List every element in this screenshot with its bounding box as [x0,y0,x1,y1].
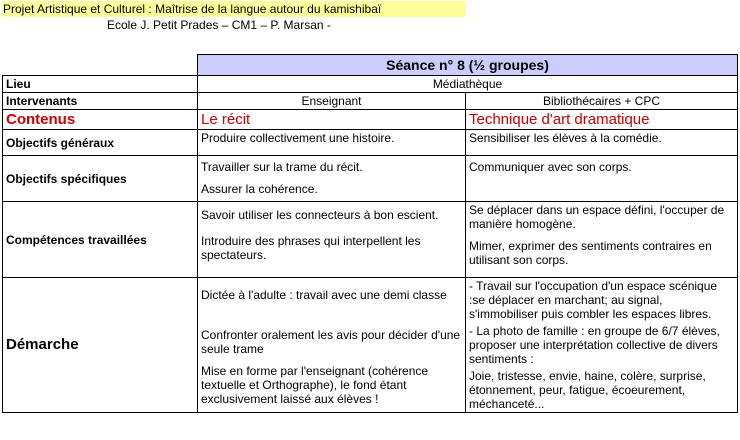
competences-row [3,202,738,278]
objectifs-specifiques-label: Objectifs spécifiques [3,156,198,202]
school-line: Ecole J. Petit Prades – CM1 – P. Marsan - [107,18,331,32]
seance-row [3,55,738,76]
objectifs-specifiques-row [3,156,738,202]
contenus-recit: Le récit [198,110,466,130]
competences-label: Compétences travaillées [3,202,198,278]
contenus-label: Contenus [3,110,198,130]
demarche-mise-en-forme: Mise en forme par l'enseignant (cohérence textuelle et Orthographe), le fond étant exclusivement laissé aux élèves ! [201,364,429,406]
objectifs-generaux-label: Objectifs généraux [3,130,198,156]
intervenants-row [3,93,738,110]
lieu-row [3,76,738,93]
session-table [2,54,738,413]
demarche-sentiments: Joie, tristesse, envie, haine, colère, surprise, étonnement, peur, fatigue, écoeurement, méchanceté... [469,369,706,411]
demarche-label: Démarche [3,278,198,413]
project-title: Projet Artistique et Culturel : Maîtrise de la langue autour du kamishibaï [2,1,466,17]
competence-connecteurs: Savoir utiliser les connecteurs à bon escient. [201,208,439,222]
lieu-label: Lieu [3,76,198,93]
demarche-confronter: Confronter oralement les avis pour décider d'une seule trame [201,328,461,356]
competences-col2 [466,202,738,278]
intervenants-label: Intervenants [3,93,198,110]
objectif-trame: Travailler sur la trame du récit. [201,160,363,174]
objectifs-specifiques-col2: Communiquer avec son corps. [466,156,738,202]
competences-col1 [198,202,466,278]
blank-cell [3,55,198,76]
competence-mimer: Mimer, exprimer des sentiments contraires en utilisant son corps. [469,239,712,267]
objectif-coherence: Assurer la cohérence. [201,182,318,196]
competence-phrases: Introduire des phrases qui interpellent les spectateurs. [201,234,421,262]
objectifs-specifiques-col1 [198,156,466,202]
demarche-row [3,278,738,413]
demarche-col2 [466,278,738,413]
contenus-row [3,110,738,130]
document-header [2,1,466,33]
objectifs-generaux-col2: Sensibiliser les élèves à la comédie. [466,130,738,156]
intervenants-enseignant: Enseignant [198,93,466,110]
objectifs-generaux-row [3,130,738,156]
intervenants-bibliothecaires: Bibliothécaires + CPC [466,93,738,110]
demarche-occupation-espace: - Travail sur l'occupation d'un espace scénique :se déplacer en marchant; au signal, s'immobiliser puis combler les espaces libres. [469,279,718,321]
demarche-dictee: Dictée à l'adulte : travail avec une demi classe [201,288,447,302]
competence-deplacer: Se déplacer dans un espace défini, l'occuper de manière homogène. [469,203,725,231]
demarche-col1 [198,278,466,413]
demarche-photo-famille: - La photo de famille : en groupe de 6/7 élèves, proposer une interprétation collective de divers sentiments : [469,324,720,366]
objectifs-generaux-col1: Produire collectivement une histoire. [198,130,466,156]
contenus-technique: Technique d'art dramatique [466,110,738,130]
lieu-value: Médiathèque [198,76,738,93]
seance-title: Séance n° 8 (½ groupes) [198,55,738,76]
